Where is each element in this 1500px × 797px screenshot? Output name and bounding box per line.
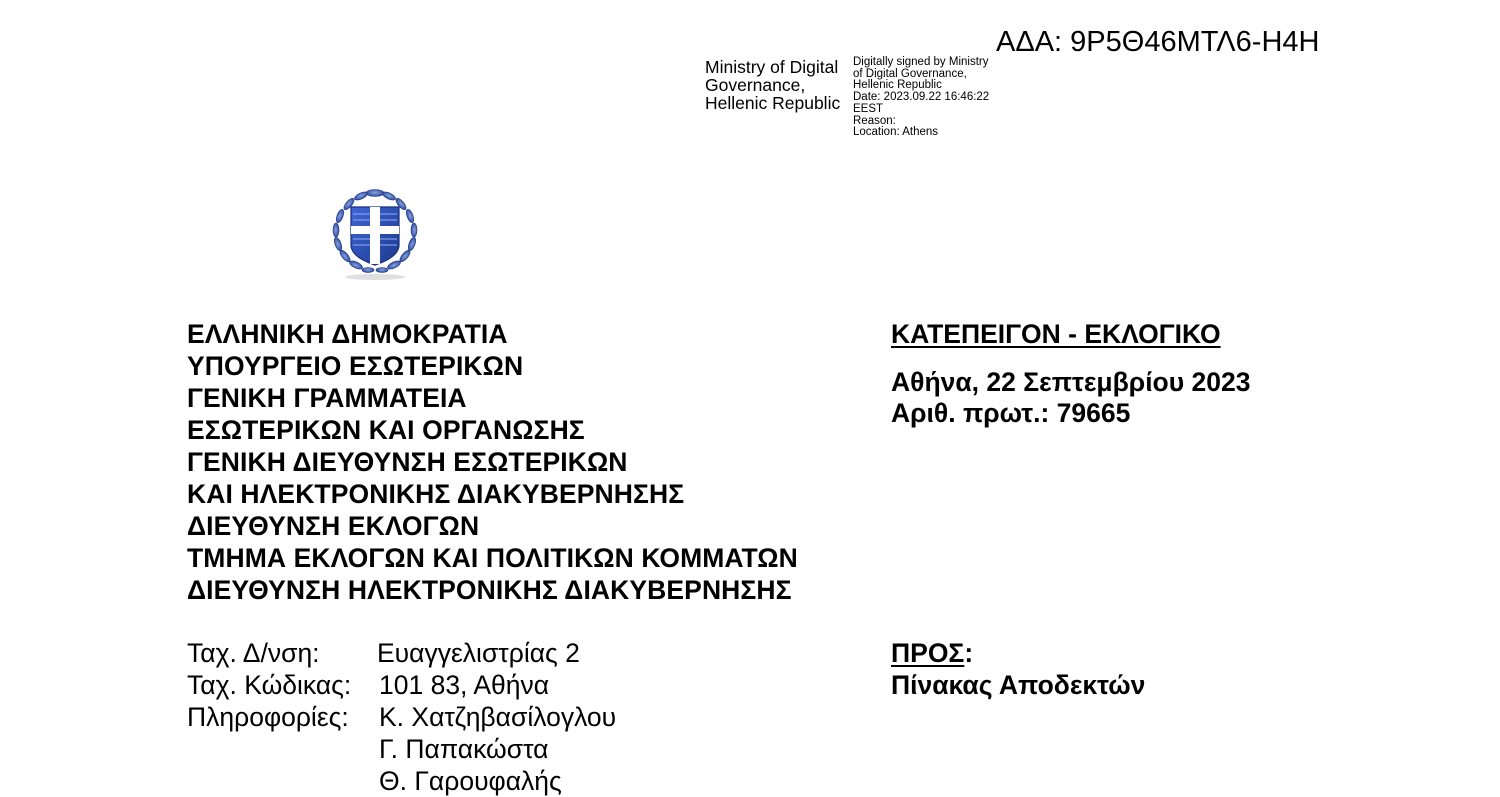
signature-signer-name [705, 58, 840, 112]
authority-line: ΔΙΕΥΘΥΝΣΗ ΗΛΕΚΤΡΟΝΙΚΗΣ ΔΙΑΚΥΒΕΡΝΗΣΗΣ [187, 575, 792, 605]
authority-line: ΤΜΗΜΑ ΕΚΛΟΓΩΝ ΚΑΙ ΠΟΛΙΤΙΚΩΝ ΚΟΜΜΑΤΩΝ [187, 543, 798, 573]
recipient-heading [891, 637, 1145, 669]
signature-date: Date: 2023.09.22 16:46:22 [853, 91, 990, 104]
authority-line: ΓΕΝΙΚΗ ΓΡΑΜΜΑΤΕΙΑ [187, 383, 467, 413]
postcode-row [187, 669, 616, 701]
greek-coat-of-arms-icon [331, 187, 419, 281]
info-person: Γ. Παπακώστα [379, 734, 549, 764]
info-label-spacer [187, 733, 379, 765]
signer-name-line: Ministry of Digital [705, 57, 839, 77]
recipient-block [891, 637, 1145, 701]
date-protocol-block [891, 367, 1250, 429]
address-row [187, 637, 616, 669]
authority-line: ΓΕΝΙΚΗ ΔΙΕΥΘΥΝΣΗ ΕΣΩΤΕΡΙΚΩΝ [187, 447, 628, 477]
postcode-label: Ταχ. Κώδικας: [187, 670, 352, 700]
info-row [187, 733, 616, 765]
signer-name-line: Governance, [705, 75, 806, 95]
signature-detail-line: Hellenic Republic [853, 79, 942, 92]
signer-name-line: Hellenic Republic [705, 93, 841, 113]
authority-line: ΕΛΛΗΝΙΚΗ ΔΗΜΟΚΡΑΤΙΑ [187, 319, 508, 349]
recipient-value: Πίνακας Αποδεκτών [891, 670, 1146, 700]
authority-line: ΕΣΩΤΕΡΙΚΩΝ ΚΑΙ ΟΡΓΑΝΩΣΗΣ [187, 415, 585, 445]
contact-info [187, 637, 616, 797]
recipient-label: ΠΡΟΣ [891, 638, 965, 668]
ada-code: ΑΔΑ: 9Ρ5Θ46ΜΤΛ6-Η4Η [996, 26, 1320, 58]
signature-timezone: EEST [853, 102, 884, 115]
signature-reason: Reason: [853, 114, 896, 127]
authority-line: ΔΙΕΥΘΥΝΣΗ ΕΚΛΟΓΩΝ [187, 511, 480, 541]
address-label: Ταχ. Δ/νση: [187, 638, 320, 668]
address-value: Ευαγγελιστρίας 2 [377, 638, 580, 668]
urgency-label: ΚΑΤΕΠΕΙΓΟΝ - ΕΚΛΟΓΙΚΟ [891, 319, 1221, 349]
info-person: Θ. Γαρουφαλής [379, 766, 562, 796]
signature-detail-line: of Digital Governance, [853, 67, 967, 80]
info-label-spacer [187, 765, 379, 797]
signature-detail-line: Digitally signed by Ministry [853, 56, 989, 68]
info-row [187, 701, 616, 733]
authority-line: ΚΑΙ ΗΛΕΚΤΡΟΝΙΚΗΣ ΔΙΑΚΥΒΕΡΝΗΣΗΣ [187, 479, 685, 509]
document-date: Αθήνα, 22 Σεπτεμβρίου 2023 [891, 367, 1251, 397]
signature-details [853, 57, 989, 139]
issuing-authority-header [187, 318, 798, 606]
authority-line: ΥΠΟΥΡΓΕΙΟ ΕΣΩΤΕΡΙΚΩΝ [187, 351, 524, 381]
recipient-colon: : [964, 638, 974, 668]
postcode-value: 101 83, Αθήνα [379, 670, 550, 700]
info-label: Πληροφορίες: [187, 702, 349, 732]
signature-location: Location: Athens [853, 126, 939, 139]
info-row [187, 765, 616, 797]
info-person: Κ. Χατζηβασίλογλου [379, 702, 617, 732]
protocol-number: Αριθ. πρωτ.: 79665 [891, 398, 1131, 428]
